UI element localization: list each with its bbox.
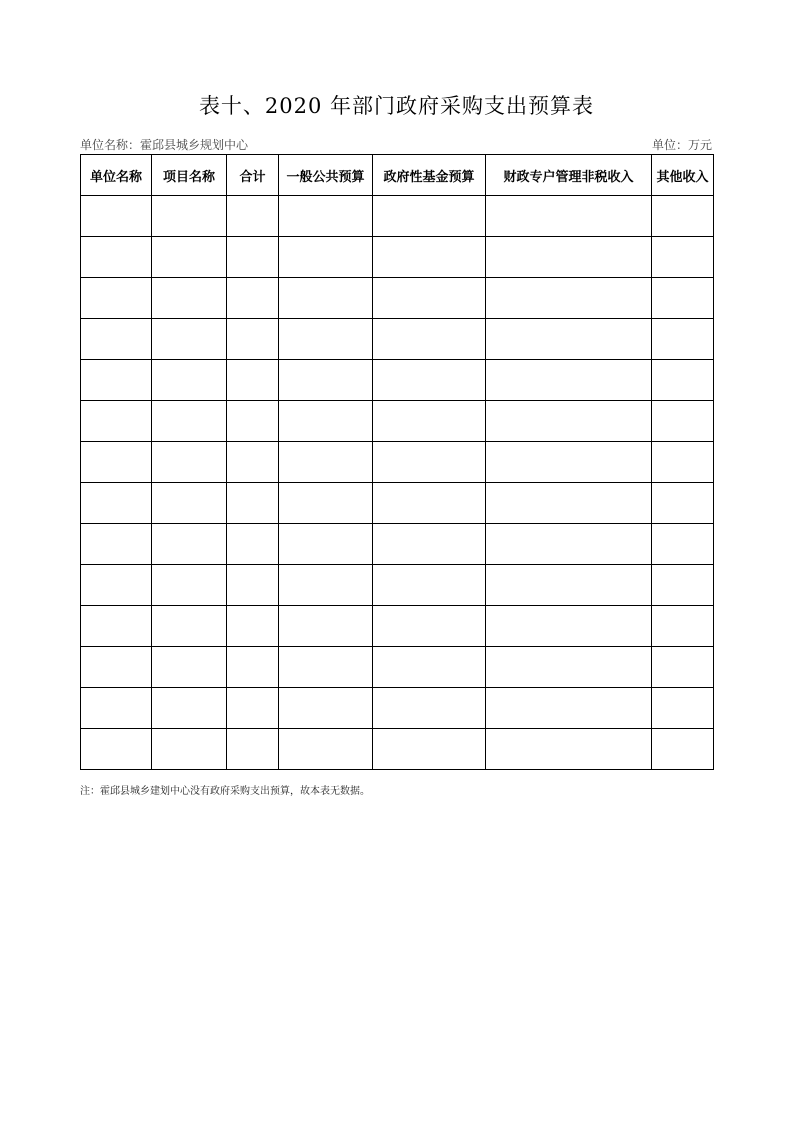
table-row: [81, 483, 714, 524]
table-cell: [152, 196, 227, 237]
table-cell: [81, 319, 152, 360]
table-cell: [652, 565, 714, 606]
table-cell: [227, 606, 279, 647]
table-cell: [652, 360, 714, 401]
table-row: [81, 606, 714, 647]
footnote: 注：霍邱县城乡建划中心没有政府采购支出预算，故本表无数据。: [80, 786, 370, 797]
table-cell: [486, 360, 652, 401]
table-cell: [227, 442, 279, 483]
table-cell: [227, 524, 279, 565]
table-row: [81, 196, 714, 237]
table-cell: [81, 196, 152, 237]
table-row: [81, 237, 714, 278]
table-cell: [279, 524, 373, 565]
table-cell: [652, 647, 714, 688]
table-cell: [279, 688, 373, 729]
table-cell: [486, 278, 652, 319]
table-row: [81, 688, 714, 729]
table-cell: [279, 483, 373, 524]
table-cell: [652, 278, 714, 319]
table-cell: [227, 278, 279, 319]
table-cell: [486, 606, 652, 647]
table-cell: [373, 237, 486, 278]
table-cell: [652, 401, 714, 442]
table-cell: [373, 319, 486, 360]
table-cell: [486, 688, 652, 729]
table-row: [81, 278, 714, 319]
column-header-special-account: 财政专户管理非税收入: [486, 155, 652, 196]
table-cell: [652, 237, 714, 278]
table-cell: [279, 442, 373, 483]
table-cell: [152, 483, 227, 524]
table-cell: [227, 647, 279, 688]
table-cell: [279, 565, 373, 606]
table-cell: [486, 647, 652, 688]
table-cell: [227, 237, 279, 278]
table-cell: [152, 360, 227, 401]
table-cell: [279, 606, 373, 647]
table-row: [81, 319, 714, 360]
table-cell: [152, 442, 227, 483]
table-cell: [486, 319, 652, 360]
table-cell: [81, 524, 152, 565]
table-cell: [227, 319, 279, 360]
column-header-general-budget: 一般公共预算: [279, 155, 373, 196]
column-header-fund-budget: 政府性基金预算: [373, 155, 486, 196]
table-cell: [279, 319, 373, 360]
table-cell: [152, 688, 227, 729]
table-cell: [373, 647, 486, 688]
table-cell: [373, 360, 486, 401]
table-row: [81, 647, 714, 688]
table-cell: [486, 442, 652, 483]
table-cell: [152, 237, 227, 278]
table-cell: [227, 688, 279, 729]
table-cell: [486, 401, 652, 442]
column-header-other-income: 其他收入: [652, 155, 714, 196]
table-cell: [486, 565, 652, 606]
table-cell: [152, 729, 227, 770]
unit-name-label: 单位名称：霍邱县城乡规划中心: [80, 138, 249, 152]
table-cell: [81, 483, 152, 524]
table-cell: [227, 196, 279, 237]
table-cell: [373, 196, 486, 237]
column-header-project-name: 项目名称: [152, 155, 227, 196]
table-cell: [81, 647, 152, 688]
table-cell: [652, 442, 714, 483]
table-cell: [81, 565, 152, 606]
budget-table: [80, 154, 714, 770]
table-cell: [227, 360, 279, 401]
table-cell: [373, 442, 486, 483]
table-cell: [373, 565, 486, 606]
table-row: [81, 401, 714, 442]
table-cell: [373, 524, 486, 565]
unit-label: 单位：万元: [651, 138, 712, 152]
table-header-row: [81, 155, 714, 196]
column-header-unit-name: 单位名称: [81, 155, 152, 196]
table-cell: [152, 524, 227, 565]
table-cell: [152, 647, 227, 688]
table-row: [81, 565, 714, 606]
table-cell: [81, 729, 152, 770]
table-cell: [279, 360, 373, 401]
table-cell: [373, 688, 486, 729]
table-cell: [373, 729, 486, 770]
table-cell: [81, 360, 152, 401]
table-cell: [652, 606, 714, 647]
table-cell: [81, 278, 152, 319]
table-cell: [652, 483, 714, 524]
table-cell: [486, 524, 652, 565]
table-cell: [227, 729, 279, 770]
page-title: 表十、2020 年部门政府采购支出预算表: [198, 94, 595, 118]
table-cell: [279, 729, 373, 770]
table-cell: [486, 237, 652, 278]
table-cell: [652, 319, 714, 360]
table-cell: [652, 196, 714, 237]
table-cell: [652, 524, 714, 565]
table-cell: [279, 647, 373, 688]
table-cell: [373, 401, 486, 442]
table-cell: [81, 237, 152, 278]
table-cell: [152, 278, 227, 319]
column-header-total: 合计: [227, 155, 279, 196]
table-row: [81, 524, 714, 565]
table-cell: [81, 442, 152, 483]
table-cell: [227, 483, 279, 524]
table-body: [81, 196, 714, 770]
table-cell: [279, 401, 373, 442]
table-row: [81, 442, 714, 483]
table-cell: [652, 688, 714, 729]
table-cell: [152, 319, 227, 360]
table-cell: [373, 278, 486, 319]
table-cell: [279, 237, 373, 278]
table-cell: [373, 483, 486, 524]
table-cell: [486, 483, 652, 524]
table-cell: [279, 196, 373, 237]
table-cell: [227, 565, 279, 606]
table-cell: [486, 196, 652, 237]
table-row: [81, 360, 714, 401]
table-cell: [279, 278, 373, 319]
table-cell: [81, 688, 152, 729]
table-cell: [152, 401, 227, 442]
table-row: [81, 729, 714, 770]
table-cell: [373, 606, 486, 647]
table-cell: [81, 401, 152, 442]
table-cell: [486, 729, 652, 770]
table-cell: [652, 729, 714, 770]
table-cell: [81, 606, 152, 647]
table-cell: [152, 565, 227, 606]
table-cell: [227, 401, 279, 442]
table-cell: [152, 606, 227, 647]
